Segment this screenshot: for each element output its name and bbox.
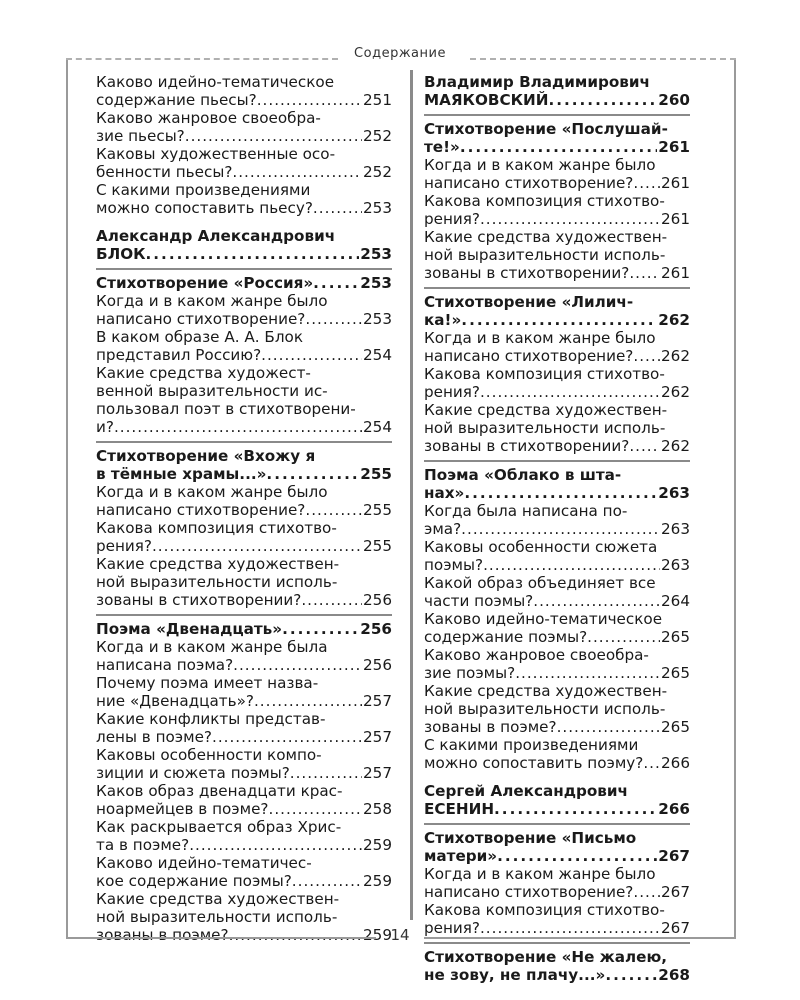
toc-entry-last-line	[424, 347, 690, 365]
dot-leader	[633, 883, 660, 901]
toc-entry-line: Какие средства художест-	[96, 364, 311, 382]
toc-entry-line: пользовал поэт в стихотворени-	[96, 400, 356, 418]
toc-question-entry[interactable]	[96, 145, 392, 181]
toc-entry-text: зие поэмы?	[424, 664, 516, 682]
toc-entry-text: зованы в стихотворении?	[424, 264, 630, 282]
toc-entry-last-line	[96, 656, 392, 674]
toc-entry-last-line	[424, 966, 690, 984]
toc-entry-last-line	[96, 537, 392, 555]
toc-entry-text: та в поэме?	[96, 836, 190, 854]
toc-page-number: 251	[363, 91, 392, 109]
toc-page-number: 259	[363, 926, 392, 944]
toc-entry-text: рения?	[96, 537, 152, 555]
toc-entry-text: содержание пьесы?	[96, 91, 257, 109]
toc-entry-text: можно сопоставить пьесу?	[96, 199, 313, 217]
section-separator	[424, 460, 690, 462]
toc-entry-last-line	[424, 210, 690, 228]
toc-entry-line: венной выразительности ис-	[96, 382, 328, 400]
footer-rule-right	[424, 937, 736, 939]
toc-entry-line: Стихотворение «Письмо	[424, 829, 637, 847]
dot-leader	[633, 174, 660, 192]
toc-entry-last-line	[424, 437, 690, 455]
dot-leader	[305, 501, 362, 519]
toc-entry-line: ной выразительности исполь-	[96, 573, 338, 591]
dot-leader	[494, 800, 657, 818]
toc-page-number: 256	[363, 591, 392, 609]
toc-entry-line: Когда была написана по-	[424, 502, 628, 520]
toc-page-number: 253	[363, 310, 392, 328]
dot-leader	[483, 556, 660, 574]
page-number: 14	[390, 926, 410, 944]
dot-leader	[266, 465, 359, 483]
toc-entry-line: С какими произведениями	[424, 736, 639, 754]
toc-entry-last-line	[96, 591, 392, 609]
toc-page-number: 255	[363, 537, 392, 555]
toc-entry-text: части поэмы?	[424, 592, 534, 610]
toc-entry-line: Какие средства художествен-	[96, 555, 340, 573]
toc-question-entry[interactable]	[96, 638, 392, 674]
toc-entry-line: ной выразительности исполь-	[424, 700, 666, 718]
toc-question-entry[interactable]	[96, 854, 392, 890]
toc-question-entry[interactable]	[424, 682, 690, 736]
toc-entry-line: ной выразительности исполь-	[424, 419, 666, 437]
toc-page-number: 262	[661, 383, 690, 401]
toc-question-entry[interactable]	[424, 646, 690, 682]
toc-entry-last-line	[96, 800, 392, 818]
toc-entry-line: Когда и в каком жанре было	[424, 865, 656, 883]
dot-leader	[185, 127, 362, 145]
toc-question-entry[interactable]	[424, 365, 690, 401]
dot-leader	[480, 919, 660, 937]
toc-entry-last-line	[424, 664, 690, 682]
toc-question-entry[interactable]	[96, 674, 392, 710]
toc-entry-line: Каково идейно-тематичес-	[96, 854, 312, 872]
toc-entry-text: рения?	[424, 919, 480, 937]
toc-entry-text: ка!»	[424, 311, 462, 329]
dot-leader	[480, 210, 660, 228]
toc-question-entry[interactable]	[424, 401, 690, 455]
toc-page-number: 267	[661, 883, 690, 901]
toc-entry-text: рения?	[424, 383, 480, 401]
toc-page-number: 253	[363, 199, 392, 217]
toc-page-number: 262	[661, 347, 690, 365]
toc-entry-line: Стихотворение «Не жалею,	[424, 948, 667, 966]
toc-entry-line: Каковы художественные осо-	[96, 145, 336, 163]
toc-entry-line: Когда и в каком жанре было	[424, 156, 656, 174]
toc-entry-last-line	[96, 501, 392, 519]
toc-entry-text: нах»	[424, 484, 465, 502]
toc-page-number: 265	[661, 718, 690, 736]
toc-page-number: 260	[658, 91, 690, 109]
toc-question-entry[interactable]	[96, 364, 392, 436]
toc-page-number: 253	[360, 274, 392, 292]
toc-entry-line: Каково идейно-тематическое	[96, 73, 335, 91]
toc-entry-text: кое содержание поэмы?	[96, 872, 292, 890]
toc-entry-text: и?	[96, 418, 114, 436]
running-header: Содержание	[354, 46, 446, 61]
toc-entry-last-line	[96, 91, 392, 109]
toc-entry-line: Какие средства художествен-	[424, 401, 668, 419]
toc-entry-text: рения?	[424, 210, 480, 228]
toc-question-entry[interactable]	[96, 73, 392, 109]
toc-entry-line: Какие конфликты представ-	[96, 710, 326, 728]
toc-entry-last-line	[96, 465, 392, 483]
toc-entry-line: Каковы особенности сюжета	[424, 538, 658, 556]
toc-entry-line: Сергей Александрович	[424, 782, 628, 800]
toc-entry-last-line	[96, 620, 392, 638]
toc-entry-text: написано стихотворение?	[424, 883, 634, 901]
toc-entry-text: ЕСЕНИН	[424, 800, 495, 818]
toc-entry-text: написано стихотворение?	[96, 310, 306, 328]
toc-entry-text: написано стихотворение?	[424, 174, 634, 192]
toc-entry-last-line	[96, 346, 392, 364]
toc-entry-text: зованы в стихотворении?	[424, 437, 630, 455]
footer-rule-left	[66, 937, 376, 939]
toc-entry-line: Когда и в каком жанре было	[424, 329, 656, 347]
toc-page-number: 268	[658, 966, 690, 984]
toc-page-number: 258	[363, 800, 392, 818]
dot-leader	[464, 484, 657, 502]
toc-page-number: 252	[363, 127, 392, 145]
toc-page-number: 262	[658, 311, 690, 329]
toc-page-number: 256	[360, 620, 392, 638]
toc-question-entry[interactable]	[96, 109, 392, 145]
dot-leader	[313, 274, 359, 292]
toc-entry-line: Когда и в каком жанре было	[96, 292, 328, 310]
toc-question-entry[interactable]	[96, 818, 392, 854]
toc-question-entry[interactable]	[424, 865, 690, 901]
section-gap	[424, 772, 690, 782]
toc-entry-line: Какова композиция стихотво-	[424, 192, 665, 210]
toc-question-entry[interactable]	[424, 156, 690, 192]
toc-page-number: 257	[363, 764, 392, 782]
toc-page-number: 267	[661, 919, 690, 937]
toc-entry-text: написана поэма?	[96, 656, 234, 674]
toc-question-entry[interactable]	[424, 574, 690, 610]
toc-page-number: 254	[363, 346, 392, 364]
toc-entry-text: Поэма «Двенадцать»	[96, 620, 283, 638]
toc-entry-last-line	[424, 174, 690, 192]
toc-entry-line: Какой образ объединяет все	[424, 574, 656, 592]
toc-page-number: 256	[363, 656, 392, 674]
toc-entry-text: представил Россию?	[96, 346, 262, 364]
toc-page-number: 261	[661, 210, 690, 228]
toc-entry-line: ной выразительности исполь-	[424, 246, 666, 264]
toc-entry-last-line	[96, 274, 392, 292]
dot-leader	[269, 800, 363, 818]
toc-entry-line: Какова композиция стихотво-	[424, 901, 665, 919]
toc-author-entry[interactable]	[424, 73, 690, 109]
toc-entry-line: Каков образ двенадцати крас-	[96, 782, 343, 800]
toc-entry-last-line	[424, 264, 690, 282]
toc-entry-line: Стихотворение «Вхожу я	[96, 447, 316, 465]
toc-work-entry[interactable]	[96, 447, 392, 483]
toc-entry-last-line	[424, 847, 690, 865]
toc-entry-last-line	[96, 245, 392, 263]
toc-entry-text: ноармейцев в поэме?	[96, 800, 269, 818]
dot-leader	[461, 311, 657, 329]
toc-entry-last-line	[96, 692, 392, 710]
toc-entry-last-line	[424, 883, 690, 901]
toc-entry-line: ной выразительности исполь-	[96, 908, 338, 926]
dot-leader	[533, 592, 660, 610]
dot-leader	[290, 764, 362, 782]
toc-entry-last-line	[96, 764, 392, 782]
toc-entry-last-line	[424, 592, 690, 610]
dot-leader	[629, 264, 660, 282]
dot-leader	[305, 310, 362, 328]
toc-entry-last-line	[424, 383, 690, 401]
toc-question-entry[interactable]	[424, 192, 690, 228]
toc-entry-text: ние «Двенадцать»?	[96, 692, 254, 710]
dot-leader	[557, 718, 660, 736]
toc-entry-text: не зову, не плачу...»	[424, 966, 606, 984]
section-separator	[96, 441, 392, 443]
toc-page-number: 265	[661, 664, 690, 682]
toc-entry-last-line	[96, 872, 392, 890]
toc-page-number: 265	[661, 628, 690, 646]
dot-leader	[282, 620, 359, 638]
toc-work-entry[interactable]	[424, 120, 690, 156]
toc-page-number: 257	[363, 728, 392, 746]
toc-entry-last-line	[96, 127, 392, 145]
dot-leader	[257, 91, 362, 109]
toc-page-number: 257	[363, 692, 392, 710]
toc-question-entry[interactable]	[424, 502, 690, 538]
dot-leader	[233, 656, 362, 674]
toc-entry-line: Стихотворение «Лилич-	[424, 293, 634, 311]
toc-entry-line: Почему поэма имеет назва-	[96, 674, 319, 692]
toc-work-entry[interactable]	[424, 948, 690, 984]
toc-entry-last-line	[424, 520, 690, 538]
toc-page-number: 253	[360, 245, 392, 263]
toc-entry-line: Стихотворение «Послушай-	[424, 120, 668, 138]
toc-entry-text: написано стихотворение?	[96, 501, 306, 519]
toc-entry-last-line	[424, 556, 690, 574]
toc-question-entry[interactable]	[424, 538, 690, 574]
dot-leader	[292, 872, 362, 890]
toc-entry-text: зованы в стихотворении?	[96, 591, 302, 609]
toc-entry-text: эма?	[424, 520, 462, 538]
toc-entry-last-line	[424, 800, 690, 818]
toc-entry-line: Каковы особенности компо-	[96, 746, 322, 764]
toc-right-column	[424, 73, 690, 984]
toc-page-number: 261	[661, 174, 690, 192]
dot-leader	[480, 383, 660, 401]
toc-question-entry[interactable]	[96, 782, 392, 818]
toc-page-number: 266	[661, 754, 690, 772]
dot-leader	[301, 591, 362, 609]
dot-leader	[629, 437, 660, 455]
toc-entry-text: поэмы?	[424, 556, 484, 574]
toc-question-entry[interactable]	[96, 483, 392, 519]
toc-entry-last-line	[424, 718, 690, 736]
toc-entry-text: МАЯКОВСКИЙ	[424, 91, 549, 109]
toc-entry-line: Как раскрывается образ Хрис-	[96, 818, 342, 836]
toc-question-entry[interactable]	[424, 610, 690, 646]
toc-entry-last-line	[424, 628, 690, 646]
dot-leader	[587, 628, 660, 646]
toc-question-entry[interactable]	[424, 228, 690, 282]
toc-page-number: 264	[661, 592, 690, 610]
toc-entry-line: Какие средства художествен-	[424, 682, 668, 700]
dot-leader	[114, 418, 362, 436]
toc-entry-last-line	[96, 418, 392, 436]
toc-page-number: 259	[363, 836, 392, 854]
toc-question-entry[interactable]	[96, 710, 392, 746]
toc-question-entry[interactable]	[424, 901, 690, 937]
toc-page-number: 261	[658, 138, 690, 156]
toc-entry-line: В каком образе А. А. Блок	[96, 328, 304, 346]
dot-leader	[643, 754, 660, 772]
dot-leader	[461, 520, 660, 538]
toc-page-number: 259	[363, 872, 392, 890]
toc-entry-text: зованы в поэме?	[96, 926, 229, 944]
toc-entry-last-line	[424, 754, 690, 772]
toc-question-entry[interactable]	[96, 890, 392, 944]
section-separator	[96, 614, 392, 616]
column-divider	[410, 70, 413, 920]
toc-entry-last-line	[424, 311, 690, 329]
toc-entry-text: содержание поэмы?	[424, 628, 588, 646]
section-separator	[424, 942, 690, 944]
toc-page-number: 266	[658, 800, 690, 818]
toc-entry-line: Какие средства художествен-	[424, 228, 668, 246]
dot-leader	[313, 199, 362, 217]
toc-entry-line: Каково идейно-тематическое	[424, 610, 663, 628]
dot-leader	[497, 847, 657, 865]
toc-entry-line: Каково жанровое своеобра-	[424, 646, 649, 664]
toc-question-entry[interactable]	[424, 736, 690, 772]
dot-leader	[254, 692, 362, 710]
toc-question-entry[interactable]	[96, 328, 392, 364]
dot-leader	[229, 926, 362, 944]
toc-entry-last-line	[424, 91, 690, 109]
toc-question-entry[interactable]	[96, 555, 392, 609]
toc-entry-text: лены в поэме?	[96, 728, 212, 746]
dot-leader	[633, 347, 660, 365]
toc-entry-line: Каково жанровое своеобра-	[96, 109, 321, 127]
toc-entry-line: Поэма «Облако в шта-	[424, 466, 622, 484]
toc-entry-text: зиции и сюжета поэмы?	[96, 764, 290, 782]
toc-page-number: 267	[658, 847, 690, 865]
toc-entry-last-line	[96, 836, 392, 854]
toc-work-entry[interactable]	[424, 829, 690, 865]
toc-page-number: 261	[661, 264, 690, 282]
dot-leader	[460, 138, 657, 156]
toc-entry-line: Александр Александрович	[96, 227, 336, 245]
section-gap	[96, 217, 392, 227]
toc-author-entry[interactable]	[96, 227, 392, 263]
toc-work-entry[interactable]	[96, 274, 392, 292]
dot-leader	[146, 245, 360, 263]
toc-entry-line: Владимир Владимирович	[424, 73, 650, 91]
toc-entry-last-line	[424, 138, 690, 156]
toc-entry-text: матери»	[424, 847, 498, 865]
toc-entry-text: написано стихотворение?	[424, 347, 634, 365]
toc-question-entry[interactable]	[96, 292, 392, 328]
toc-entry-line: Какие средства художествен-	[96, 890, 340, 908]
toc-entry-line: Когда и в каком жанре была	[96, 638, 328, 656]
toc-entry-last-line	[96, 163, 392, 181]
dot-leader	[152, 537, 362, 555]
toc-page-number: 255	[363, 501, 392, 519]
toc-page-number: 255	[360, 465, 392, 483]
toc-page-number: 263	[658, 484, 690, 502]
toc-entry-line: Когда и в каком жанре было	[96, 483, 328, 501]
toc-page-number: 263	[661, 520, 690, 538]
section-separator	[96, 268, 392, 270]
toc-question-entry[interactable]	[96, 746, 392, 782]
toc-entry-text: зованы в поэме?	[424, 718, 557, 736]
dot-leader	[515, 664, 660, 682]
toc-entry-text: БЛОК	[96, 245, 146, 263]
toc-author-entry[interactable]	[424, 782, 690, 818]
toc-question-entry[interactable]	[96, 519, 392, 555]
section-separator	[424, 287, 690, 289]
toc-entry-text: можно сопоставить поэму?	[424, 754, 644, 772]
toc-work-entry[interactable]	[424, 466, 690, 502]
toc-page-number: 252	[363, 163, 392, 181]
toc-work-entry[interactable]	[96, 620, 392, 638]
toc-entry-text: бенности пьесы?	[96, 163, 233, 181]
section-separator	[424, 823, 690, 825]
toc-entry-line: Какова композиция стихотво-	[96, 519, 337, 537]
dot-leader	[212, 728, 362, 746]
dot-leader	[232, 163, 362, 181]
toc-page-number: 262	[661, 437, 690, 455]
toc-question-entry[interactable]	[424, 329, 690, 365]
toc-question-entry[interactable]	[96, 181, 392, 217]
toc-entry-text: зие пьесы?	[96, 127, 185, 145]
toc-entry-last-line	[96, 199, 392, 217]
toc-entry-last-line	[424, 484, 690, 502]
toc-entry-text: Стихотворение «Россия»	[96, 274, 314, 292]
toc-page-number: 263	[661, 556, 690, 574]
toc-entry-last-line	[424, 919, 690, 937]
dot-leader	[261, 346, 362, 364]
toc-entry-text: те!»	[424, 138, 460, 156]
toc-work-entry[interactable]	[424, 293, 690, 329]
dot-leader	[605, 966, 657, 984]
toc-entry-last-line	[96, 926, 392, 944]
toc-entry-line: Какова композиция стихотво-	[424, 365, 665, 383]
toc-page-number: 254	[363, 418, 392, 436]
toc-entry-last-line	[96, 310, 392, 328]
toc-left-column	[96, 73, 392, 944]
section-separator	[424, 114, 690, 116]
toc-entry-last-line	[96, 728, 392, 746]
toc-entry-text: в тёмные храмы...»	[96, 465, 267, 483]
toc-entry-line: С какими произведениями	[96, 181, 311, 199]
dot-leader	[189, 836, 362, 854]
dot-leader	[548, 91, 657, 109]
